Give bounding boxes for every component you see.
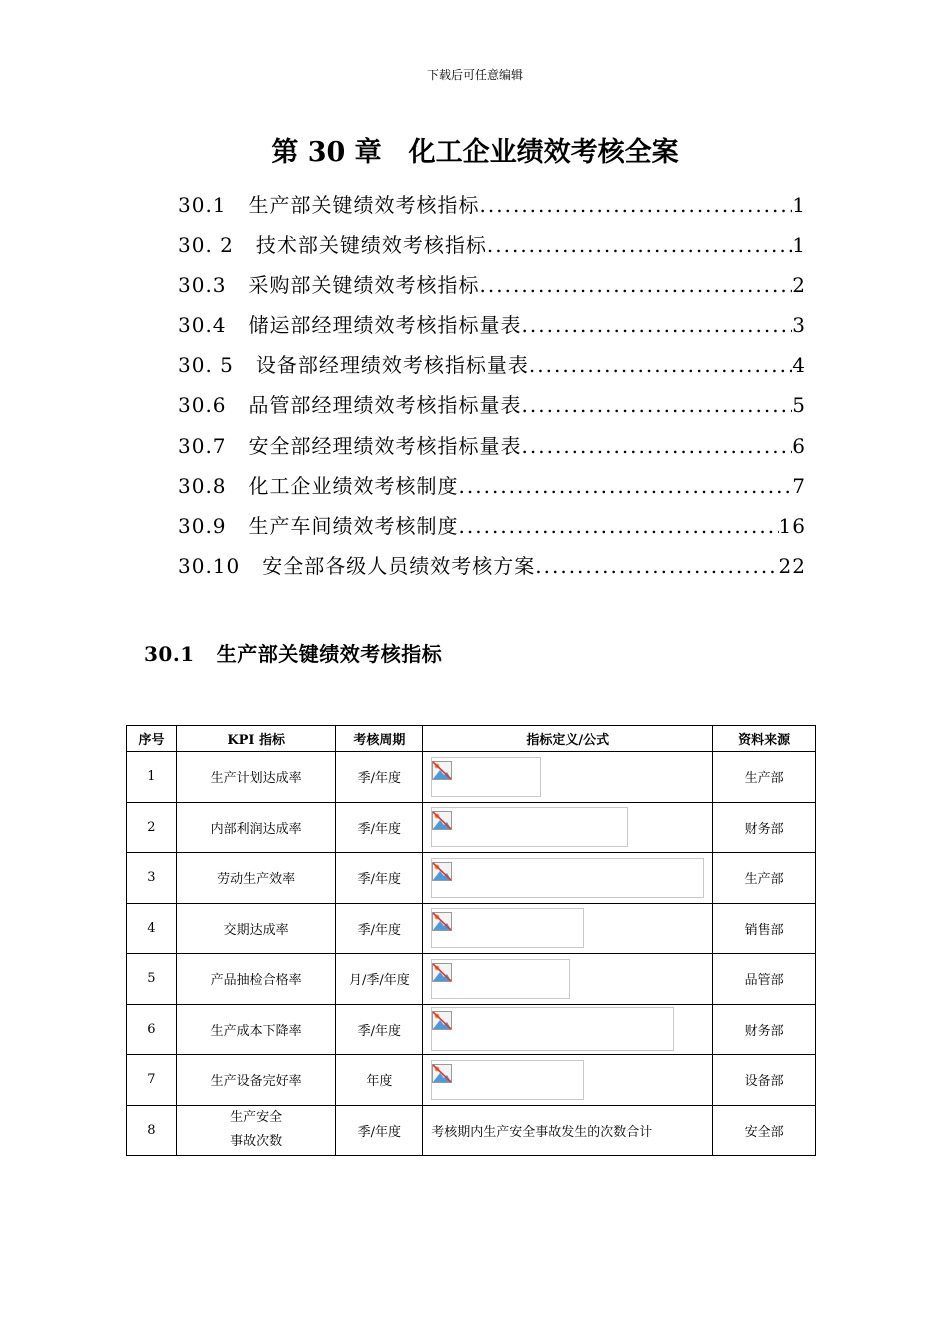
toc-page: 3 xyxy=(792,313,806,338)
section-heading xyxy=(144,638,442,667)
chapter-title: 第 30 章 化工企业绩效考核全案 xyxy=(271,137,679,168)
cell-kpi: 交期达成率 xyxy=(176,903,336,954)
toc-number: 30.6 xyxy=(178,393,227,418)
toc-title: 技术部关键绩效考核指标 xyxy=(255,233,487,258)
table-row xyxy=(127,853,816,904)
cell-period: 季/年度 xyxy=(336,853,423,904)
broken-image-icon xyxy=(432,811,452,830)
toc-entry[interactable] xyxy=(178,550,806,590)
toc-entry[interactable] xyxy=(178,389,806,429)
table-row xyxy=(127,1004,816,1055)
toc-page: 22 xyxy=(778,553,806,578)
header-formula: 指标定义/公式 xyxy=(423,726,713,752)
formula-image[interactable] xyxy=(431,807,628,847)
cell-source: 财务部 xyxy=(713,802,816,853)
cell-source: 销售部 xyxy=(713,903,816,954)
toc-number: 30. 2 xyxy=(178,233,234,258)
formula-image[interactable] xyxy=(431,908,584,948)
toc-leader xyxy=(459,474,793,498)
cell-period: 季/年度 xyxy=(336,903,423,954)
toc-entry[interactable] xyxy=(178,229,806,269)
broken-image-icon xyxy=(432,862,452,881)
toc-leader xyxy=(522,313,793,337)
cell-source: 生产部 xyxy=(713,853,816,904)
cell-no: 5 xyxy=(127,954,177,1005)
toc-page: 1 xyxy=(792,193,806,217)
toc-entry[interactable] xyxy=(178,189,806,229)
toc-title: 化工企业绩效考核制度 xyxy=(248,473,459,498)
broken-image-icon xyxy=(432,1011,452,1030)
toc-page: 7 xyxy=(792,473,806,498)
cell-period: 季/年度 xyxy=(336,1004,423,1055)
cell-source: 设备部 xyxy=(713,1055,816,1106)
toc-leader xyxy=(529,353,792,377)
toc-page: 4 xyxy=(792,353,806,378)
toc-title: 安全部各级人员绩效考核方案 xyxy=(262,553,536,578)
kpi-table xyxy=(126,725,816,1156)
section-number: 30.1 xyxy=(144,642,195,666)
table-header-row xyxy=(127,726,816,752)
toc-number: 30.7 xyxy=(178,433,227,458)
toc-number: 30.3 xyxy=(178,273,227,298)
table-row xyxy=(127,752,816,803)
table-row xyxy=(127,954,816,1005)
toc-page: 6 xyxy=(792,433,806,458)
toc-number: 30.4 xyxy=(178,313,227,338)
cell-formula xyxy=(423,802,713,853)
toc-entry[interactable] xyxy=(178,269,806,309)
header-source: 资料来源 xyxy=(713,726,816,752)
cell-source: 生产部 xyxy=(713,752,816,803)
header-period: 考核周期 xyxy=(336,726,423,752)
table-row xyxy=(127,903,816,954)
cell-no: 7 xyxy=(127,1055,177,1106)
toc-leader xyxy=(522,393,793,417)
cell-source: 品管部 xyxy=(713,954,816,1005)
header-note: 下载后可任意编辑 xyxy=(426,68,523,82)
cell-formula xyxy=(423,853,713,904)
toc-entry[interactable] xyxy=(178,309,806,349)
toc-number: 30.1 xyxy=(178,193,227,217)
header-kpi: KPI 指标 xyxy=(176,726,336,752)
toc-number: 30.10 xyxy=(178,553,241,578)
header-no: 序号 xyxy=(127,726,177,752)
toc-leader xyxy=(480,273,793,297)
cell-no: 1 xyxy=(127,752,177,803)
cell-kpi: 生产设备完好率 xyxy=(176,1055,336,1106)
toc-title: 采购部关键绩效考核指标 xyxy=(248,273,480,298)
formula-image[interactable] xyxy=(431,1060,584,1100)
cell-no: 2 xyxy=(127,802,177,853)
cell-no: 3 xyxy=(127,853,177,904)
cell-formula xyxy=(423,903,713,954)
cell-formula xyxy=(423,1055,713,1106)
cell-formula: 考核期内生产安全事故发生的次数合计 xyxy=(423,1105,713,1156)
cell-kpi: 产品抽检合格率 xyxy=(176,954,336,1005)
toc-entry[interactable] xyxy=(178,510,806,550)
formula-image[interactable] xyxy=(431,959,570,999)
cell-no: 4 xyxy=(127,903,177,954)
toc-number: 30.9 xyxy=(178,513,227,538)
cell-period: 季/年度 xyxy=(336,1105,423,1156)
toc-leader xyxy=(535,554,778,578)
cell-formula xyxy=(423,752,713,803)
toc-number: 30. 5 xyxy=(178,353,234,378)
cell-kpi: 内部利润达成率 xyxy=(176,802,336,853)
toc-leader xyxy=(459,514,779,538)
cell-period: 年度 xyxy=(336,1055,423,1106)
toc-title: 储运部经理绩效考核指标量表 xyxy=(248,313,522,338)
cell-period: 季/年度 xyxy=(336,802,423,853)
cell-source: 财务部 xyxy=(713,1004,816,1055)
cell-formula xyxy=(423,1004,713,1055)
toc-page: 16 xyxy=(778,513,806,538)
cell-source: 安全部 xyxy=(713,1105,816,1156)
toc-leader xyxy=(480,193,793,217)
cell-no: 6 xyxy=(127,1004,177,1055)
broken-image-icon xyxy=(432,1064,452,1083)
toc-title: 品管部经理绩效考核指标量表 xyxy=(248,393,522,418)
toc-title: 生产车间绩效考核制度 xyxy=(248,513,459,538)
toc-number: 30.8 xyxy=(178,473,227,498)
toc-title: 生产部关键绩效考核指标 xyxy=(248,193,480,217)
broken-image-icon xyxy=(432,912,452,931)
cell-formula xyxy=(423,954,713,1005)
toc-entry[interactable] xyxy=(178,349,806,389)
formula-image[interactable] xyxy=(431,757,541,797)
cell-kpi-line: 生产安全 xyxy=(230,1110,283,1126)
table-row xyxy=(127,802,816,853)
cell-period: 季/年度 xyxy=(336,752,423,803)
section-title-text: 生产部关键绩效考核指标 xyxy=(216,642,443,666)
toc-page: 5 xyxy=(792,393,806,418)
broken-image-icon xyxy=(432,963,452,982)
formula-image[interactable] xyxy=(431,1007,674,1051)
toc-entry[interactable] xyxy=(178,430,806,470)
cell-no: 8 xyxy=(127,1105,177,1156)
formula-image[interactable] xyxy=(431,858,704,898)
broken-image-icon xyxy=(432,761,452,780)
cell-kpi-line: 事故次数 xyxy=(230,1134,283,1150)
cell-kpi: 劳动生产效率 xyxy=(176,853,336,904)
toc-leader xyxy=(522,434,793,458)
table-row xyxy=(127,1055,816,1106)
cell-kpi: 生产成本下降率 xyxy=(176,1004,336,1055)
toc-leader xyxy=(487,233,792,257)
cell-period: 月/季/年度 xyxy=(336,954,423,1005)
toc-entry[interactable] xyxy=(178,470,806,510)
table-of-contents xyxy=(178,189,806,590)
toc-title: 设备部经理绩效考核指标量表 xyxy=(255,353,529,378)
toc-page: 2 xyxy=(792,273,806,298)
cell-kpi xyxy=(176,1105,336,1156)
table-row xyxy=(127,1105,816,1156)
toc-title: 安全部经理绩效考核指标量表 xyxy=(248,433,522,458)
toc-page: 1 xyxy=(792,233,806,258)
cell-kpi: 生产计划达成率 xyxy=(176,752,336,803)
